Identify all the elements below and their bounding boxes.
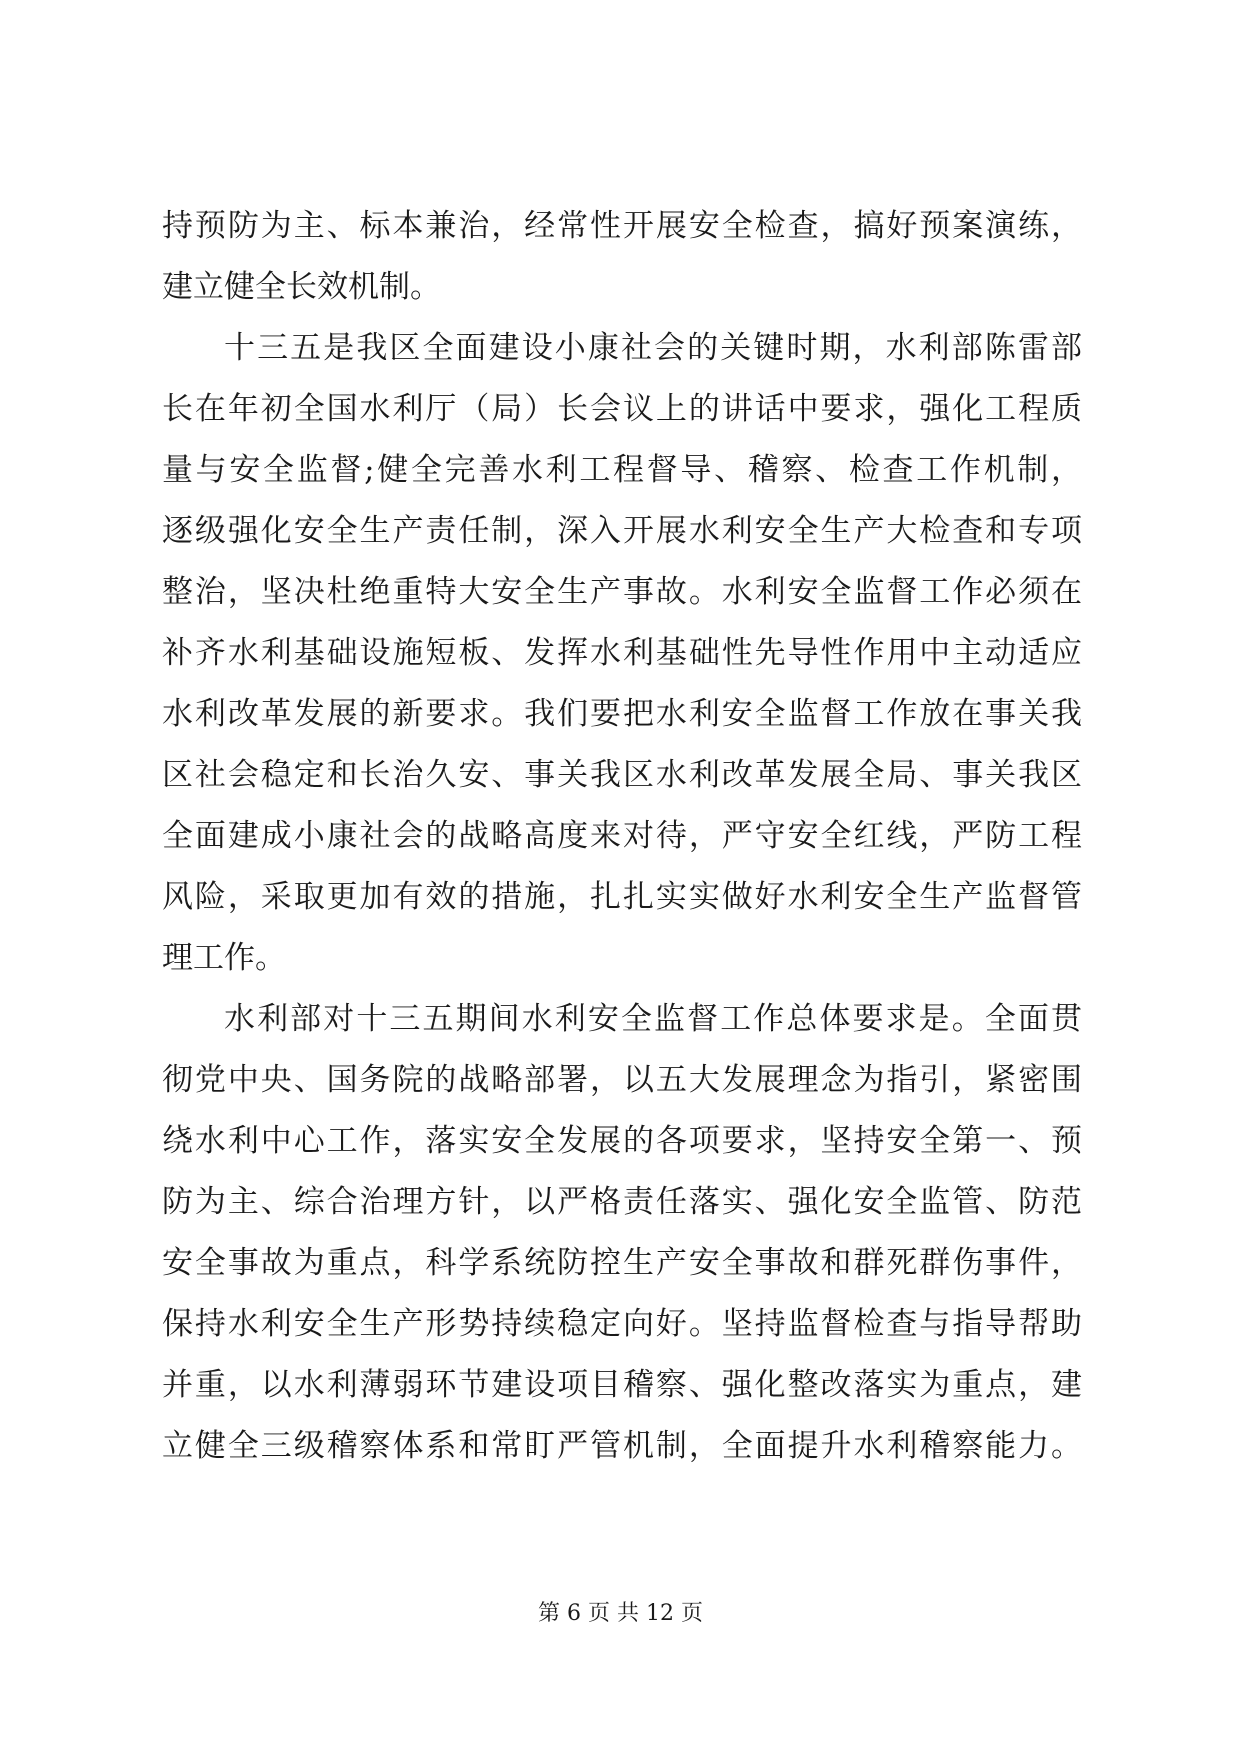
text-line: 补齐水利基础设施短板、发挥水利基础性先导性作用中主动适应 — [162, 635, 1082, 671]
text-line: 量与安全监督;健全完善水利工程督导、稽察、检查工作机制， — [162, 452, 1082, 488]
text-line: 绕水利中心工作，落实安全发展的各项要求，坚持安全第一、预 — [162, 1123, 1082, 1159]
text-line: 防为主、综合治理方针，以严格责任落实、强化安全监管、防范 — [162, 1184, 1082, 1220]
text-line: 逐级强化安全生产责任制，深入开展水利安全生产大检查和专项 — [162, 513, 1082, 549]
text-line: 彻党中央、国务院的战略部署，以五大发展理念为指引，紧密围 — [162, 1062, 1082, 1098]
paragraph-2 — [162, 318, 1082, 989]
text-line: 整治，坚决杜绝重特大安全生产事故。水利安全监督工作必须在 — [162, 574, 1082, 610]
text-line: 持预防为主、标本兼治，经常性开展安全检查，搞好预案演练， — [162, 208, 1082, 244]
text-line: 并重，以水利薄弱环节建设项目稽察、强化整改落实为重点，建 — [162, 1367, 1082, 1403]
text-line: 长在年初全国水利厅（局）长会议上的讲话中要求，强化工程质 — [162, 391, 1082, 427]
text-line: 安全事故为重点，科学系统防控生产安全事故和群死群伤事件， — [162, 1245, 1082, 1281]
page-number-footer: 第 6 页 共 12 页 — [538, 1601, 703, 1626]
text-line: 风险，采取更加有效的措施，扎扎实实做好水利安全生产监督管 — [162, 879, 1082, 915]
text-line: 保持水利安全生产形势持续稳定向好。坚持监督检查与指导帮助 — [162, 1306, 1082, 1342]
paragraph-1 — [162, 196, 1082, 318]
document-body — [162, 196, 1082, 1477]
text-line: 全面建成小康社会的战略高度来对待，严守安全红线，严防工程 — [162, 818, 1082, 854]
text-line: 水利部对十三五期间水利安全监督工作总体要求是。全面贯 — [224, 1001, 1082, 1037]
text-line: 建立健全长效机制。 — [162, 269, 441, 305]
text-line: 立健全三级稽察体系和常盯严管机制，全面提升水利稽察能力。 — [162, 1428, 1082, 1464]
text-line: 区社会稳定和长治久安、事关我区水利改革发展全局、事关我区 — [162, 757, 1082, 793]
text-line: 水利改革发展的新要求。我们要把水利安全监督工作放在事关我 — [162, 696, 1082, 732]
paragraph-3 — [162, 989, 1082, 1477]
text-line: 十三五是我区全面建设小康社会的关键时期，水利部陈雷部 — [224, 330, 1082, 366]
text-line: 理工作。 — [162, 940, 286, 976]
